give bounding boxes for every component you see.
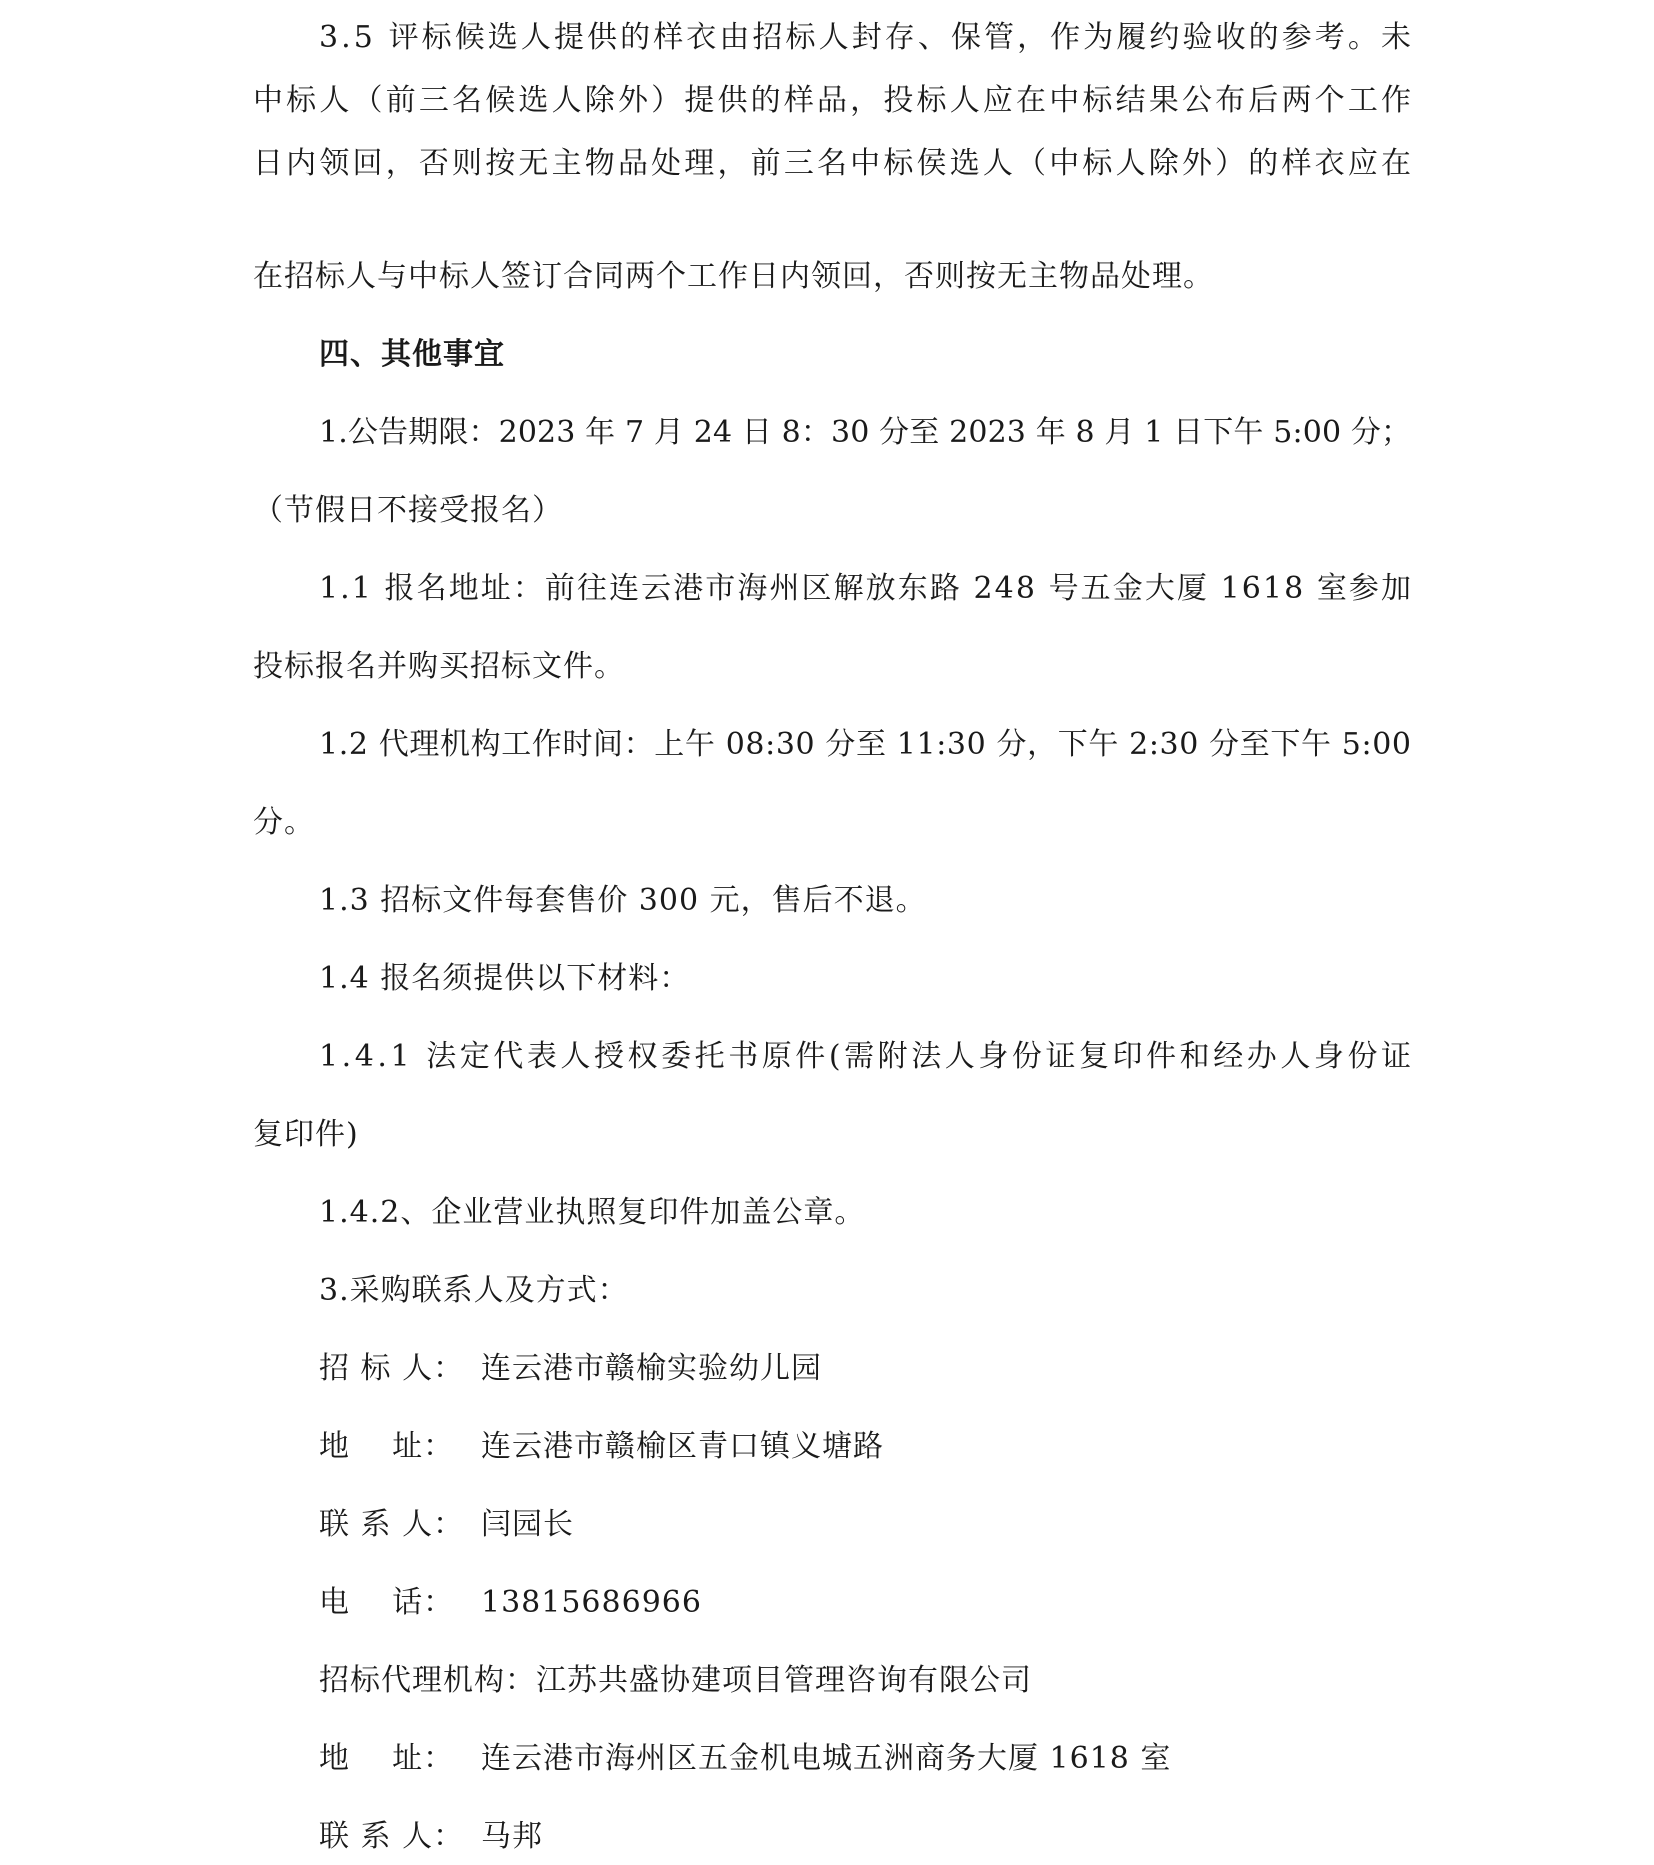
contact-agency-label: 招标代理机构： xyxy=(319,1663,536,1698)
contact-buyer-label: 招 标 人： xyxy=(319,1351,465,1386)
paragraph-3-5-line-4: 在招标人与中标人签订合同两个工作日内领回，否则按无主物品处理。 xyxy=(253,259,1214,294)
contact-agency-value: 江苏共盛协建项目管理咨询有限公司 xyxy=(536,1663,1032,1698)
item-1-4: 1.4 报名须提供以下材料： xyxy=(319,961,691,996)
contact-agency-address xyxy=(319,1739,1171,1779)
paragraph-3-5-line-2: 中标人（前三名候选人除外）提供的样品，投标人应在中标结果公布后两个工作 xyxy=(253,83,1415,118)
contact-buyer-value: 连云港市赣榆实验幼儿园 xyxy=(481,1351,822,1386)
item-1-2-line-2: 分。 xyxy=(253,805,315,840)
contact-buyer-address xyxy=(319,1427,884,1467)
contact-agency-person-label: 联 系 人： xyxy=(319,1819,465,1854)
contact-buyer-address-value: 连云港市赣榆区青口镇义塘路 xyxy=(481,1429,884,1464)
item-3: 3.采购联系人及方式： xyxy=(319,1273,629,1308)
contact-agency-address-label: 地 址： xyxy=(319,1741,455,1776)
contact-buyer-phone-value: 13815686966 xyxy=(481,1585,702,1620)
section-heading: 四、其他事宜 xyxy=(319,337,505,372)
contact-agency-address-value: 连云港市海州区五金机电城五洲商务大厦 1618 室 xyxy=(481,1741,1172,1776)
contact-buyer-person-label: 联 系 人： xyxy=(319,1507,465,1542)
paragraph-3-5-line-1: 3.5 评标候选人提供的样衣由招标人封存、保管，作为履约验收的参考。未 xyxy=(319,20,1415,55)
contact-buyer-address-label: 地 址： xyxy=(319,1429,455,1464)
item-1-4-1-line-1: 1.4.1 法定代表人授权委托书原件(需附法人身份证复印件和经办人身份证 xyxy=(319,1039,1415,1074)
contact-buyer xyxy=(319,1349,822,1389)
paragraph-3-5-line-3: 日内领回，否则按无主物品处理，前三名中标侯选人（中标人除外）的样衣应在 xyxy=(253,146,1415,181)
contact-buyer-phone xyxy=(319,1583,702,1623)
item-1-2-line-1: 1.2 代理机构工作时间：上午 08:30 分至 11:30 分，下午 2:30 分至下午 5:00 xyxy=(319,727,1412,762)
contact-buyer-person-value: 闫园长 xyxy=(481,1507,574,1542)
item-1-1-line-2: 投标报名并购买招标文件。 xyxy=(253,649,625,684)
item-1-1-line-1: 1.1 报名地址：前往连云港市海州区解放东路 248 号五金大厦 1618 室参加 xyxy=(319,571,1414,606)
contact-agency xyxy=(319,1661,1032,1701)
contact-agency-person-value: 马邦 xyxy=(481,1819,543,1854)
item-1-line-2: （节假日不接受报名） xyxy=(253,493,563,528)
contact-buyer-person xyxy=(319,1505,574,1545)
item-1-3: 1.3 招标文件每套售价 300 元，售后不退。 xyxy=(319,883,927,918)
item-1-4-1-line-2: 复印件) xyxy=(253,1117,359,1152)
contact-buyer-phone-label: 电 话： xyxy=(319,1585,455,1620)
item-1-4-2: 1.4.2、企业营业执照复印件加盖公章。 xyxy=(319,1195,866,1230)
contact-agency-person xyxy=(319,1817,543,1857)
item-1-line-1: 1.公告期限：2023 年 7 月 24 日 8：30 分至 2023 年 8 月 1 日下午 5:00 分； xyxy=(319,415,1412,450)
